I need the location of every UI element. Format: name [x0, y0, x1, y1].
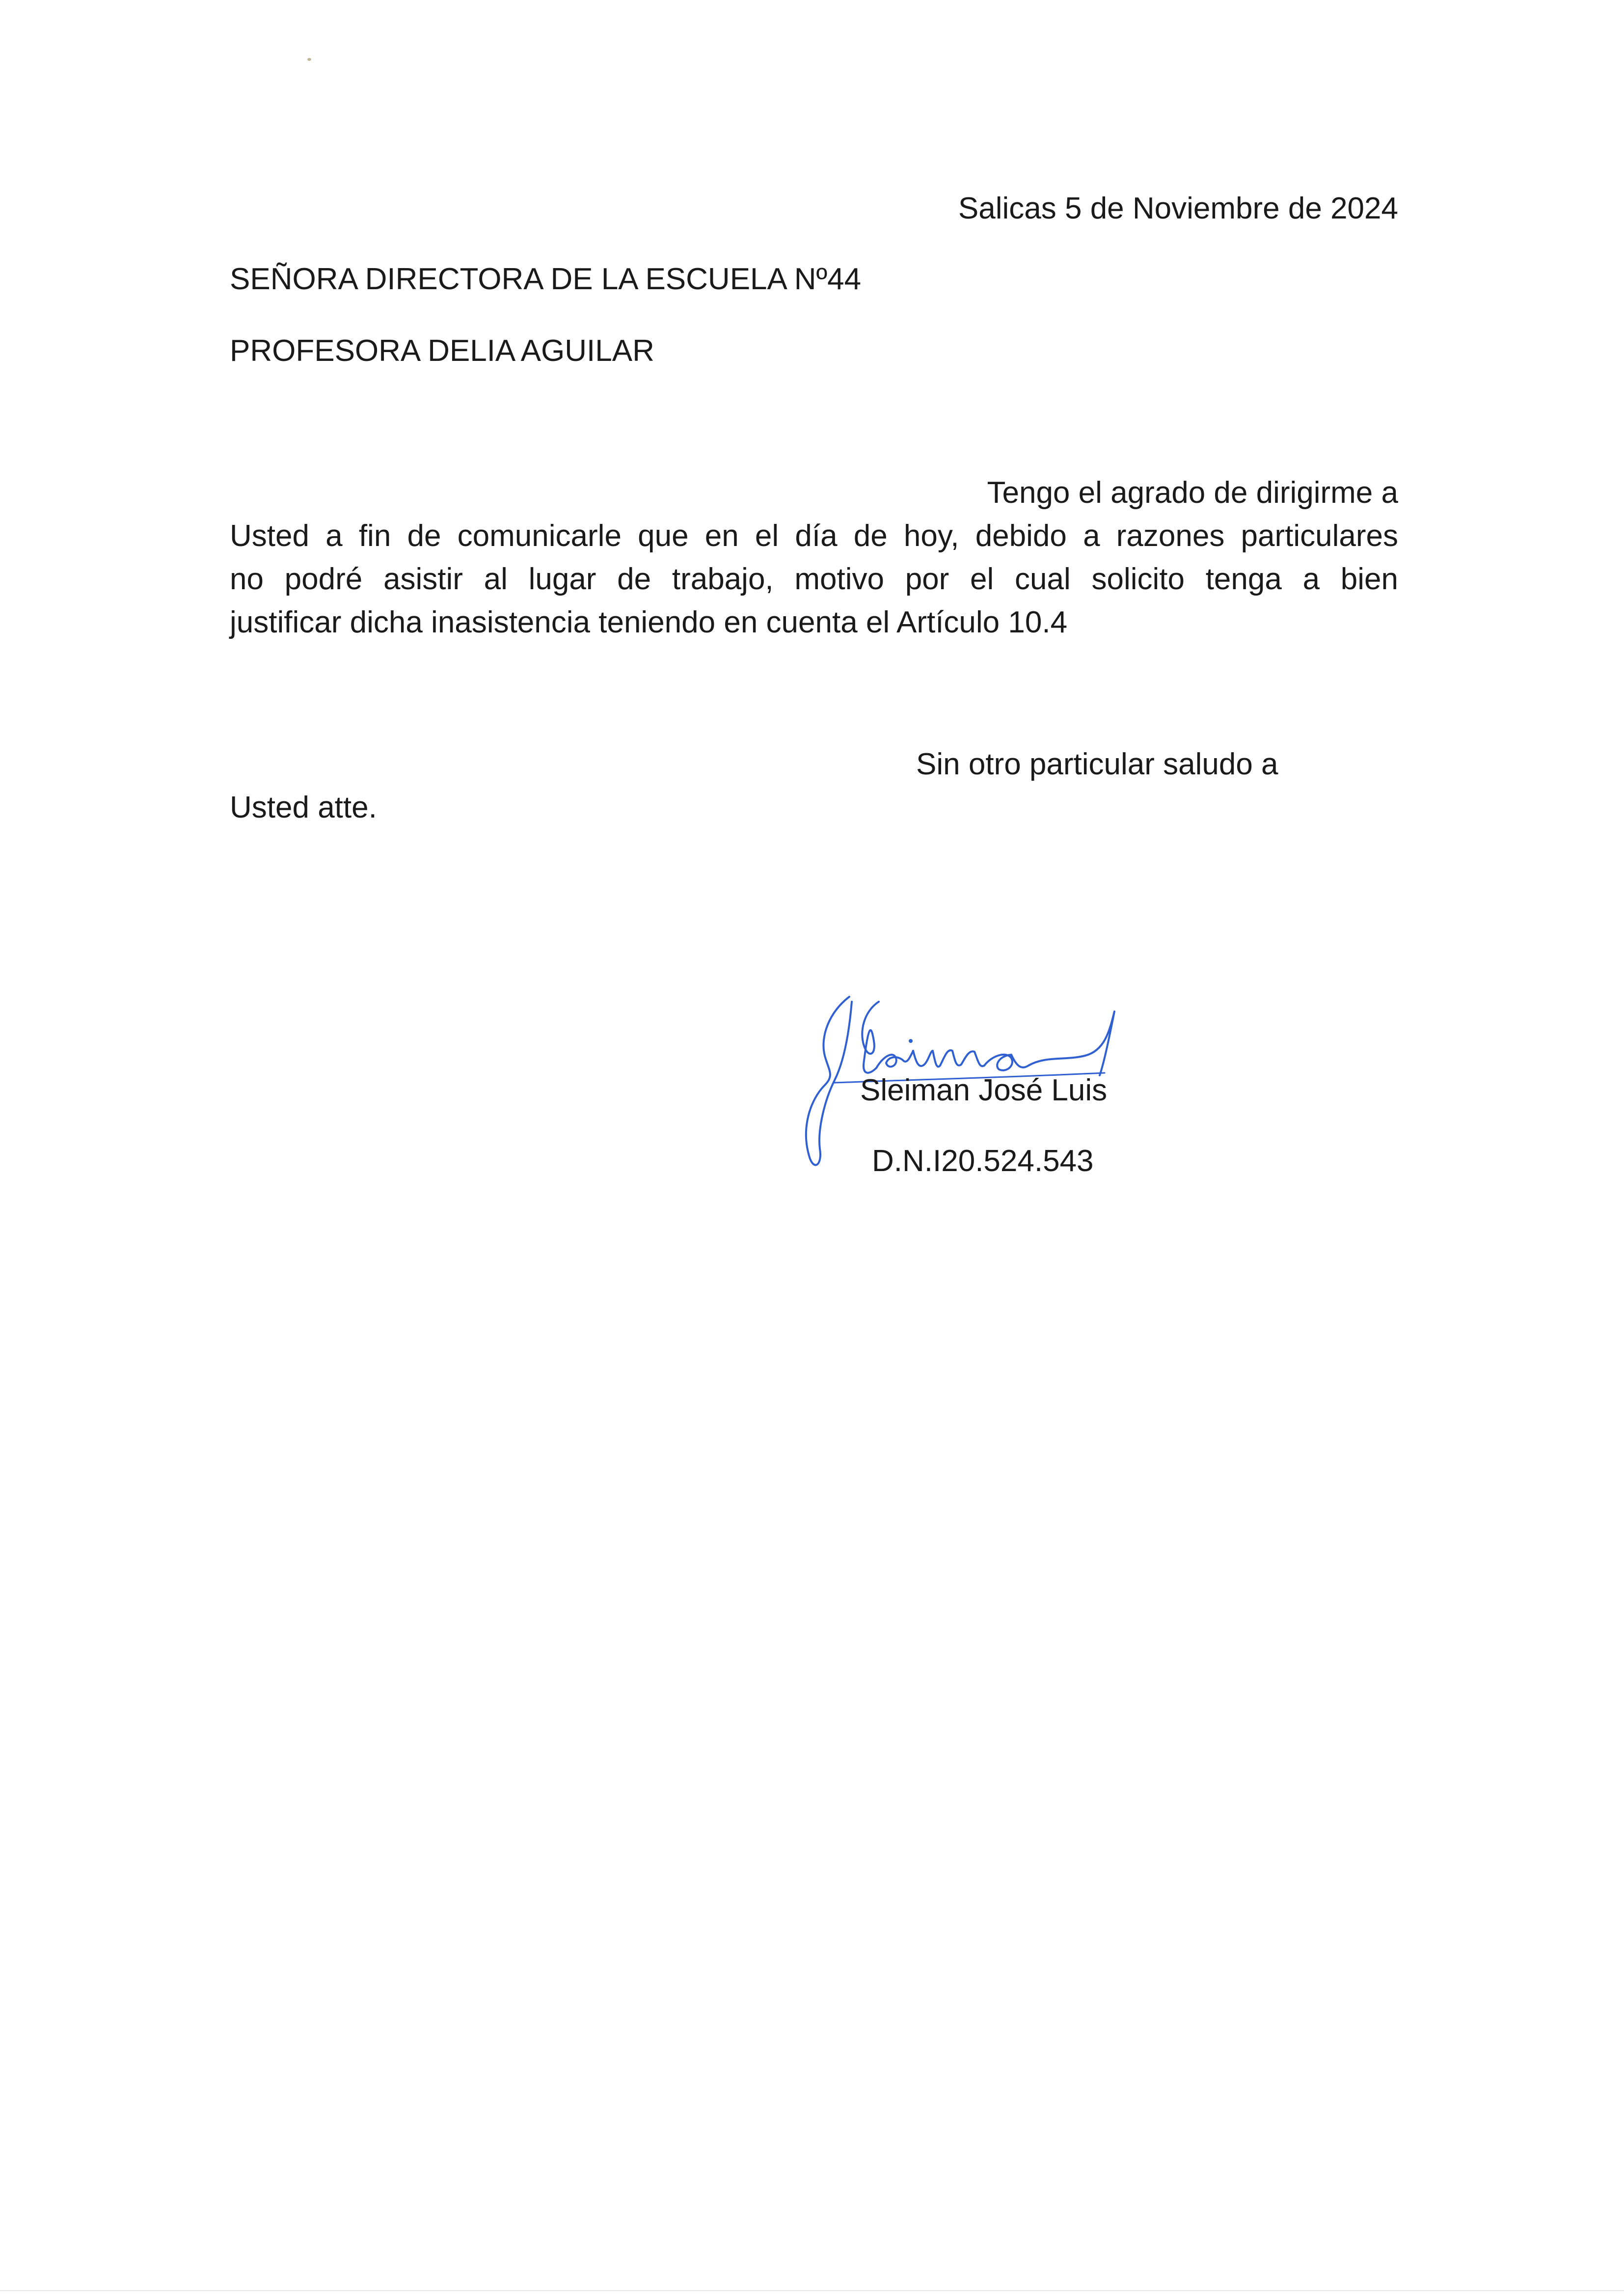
paragraph-line-4: justificar dicha inasistencia teniendo en cuenta el Artículo 10.4 [230, 605, 1068, 639]
body-paragraph [230, 471, 1398, 644]
recipient-line-1: SEÑORA DIRECTORA DE LA ESCUELA Nº44 [230, 262, 862, 296]
signer-dni: D.N.I20.524.543 [872, 1144, 1094, 1178]
recipient-line-2: PROFESORA DELIA AGUILAR [230, 334, 654, 368]
paragraph-line-2: Usted a fin de comunicarle que en el día de hoy, debido a razones particulares [230, 519, 1398, 553]
scan-bottom-edge [0, 2290, 1624, 2291]
closing-line-2: Usted atte. [230, 791, 377, 824]
signer-name: Sleiman José Luis [860, 1073, 1108, 1107]
paragraph-line-1: Tengo el agrado de dirigirme a [987, 476, 1398, 510]
closing-line-1: Sin otro particular saludo a [916, 747, 1278, 781]
date-line: Salicas 5 de Noviembre de 2024 [958, 191, 1398, 225]
paragraph-line-3: no podré asistir al lugar de trabajo, motivo por el cual solicito tenga a bien [230, 562, 1398, 596]
paper-speck [307, 58, 311, 61]
